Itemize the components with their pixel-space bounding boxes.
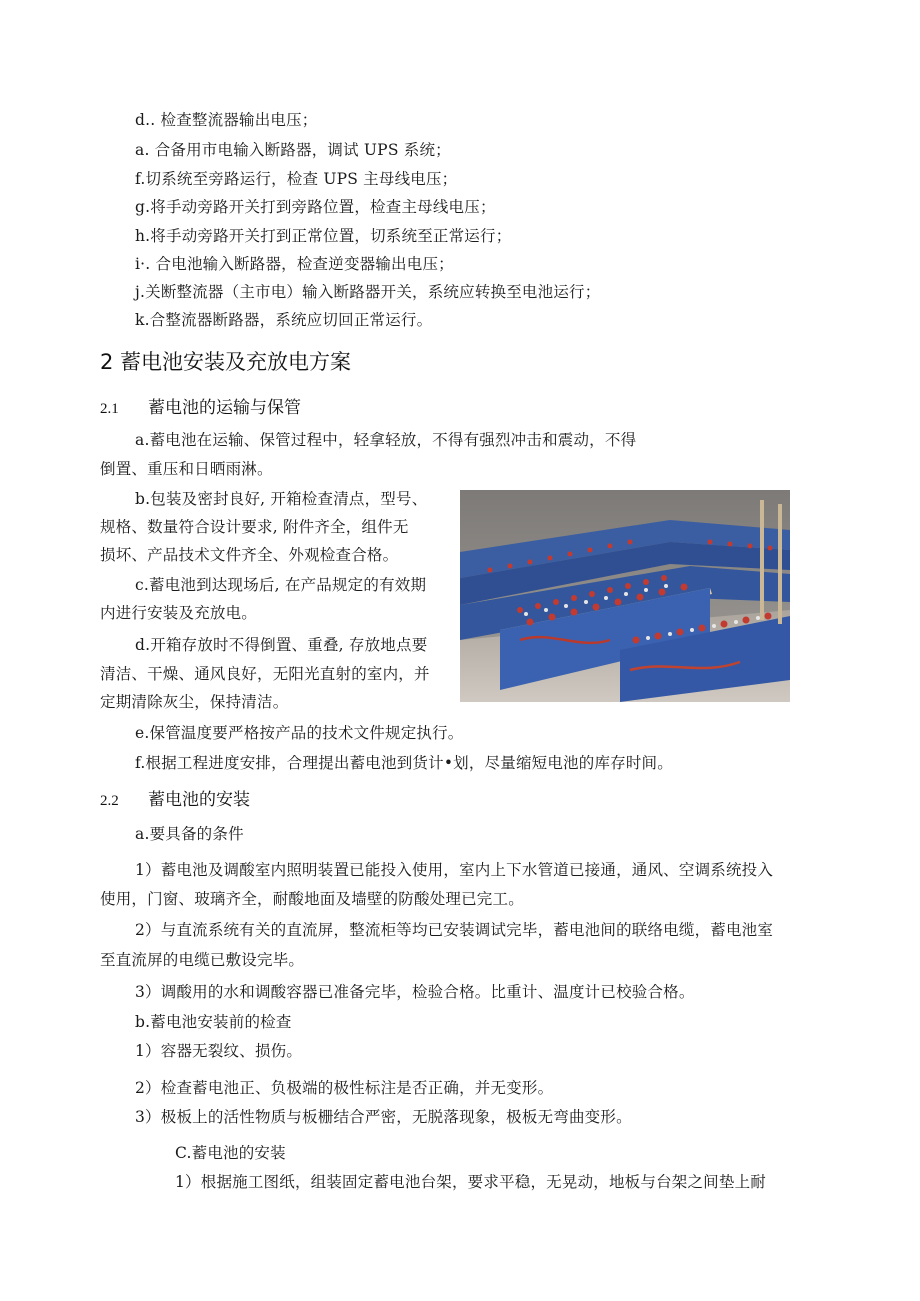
paragraph-b-line-3: 损坏、产品技术文件齐全、外观检查合格。 — [100, 546, 399, 564]
battery-racks-photo — [460, 490, 790, 702]
section-2-heading: 2 蓄电池安装及充放电方案 — [100, 350, 352, 374]
paragraph-c-line-1: c.蓄电池到达现场后, 在产品规定的有效期 — [135, 576, 427, 594]
list-item-a: a. 合备用市电输入断路器，调试 UPS 系统； — [135, 141, 451, 159]
list-item-f: f.切系统至旁路运行，检查 UPS 主母线电压； — [135, 170, 458, 188]
section-title: 蓄电池的安装 — [148, 790, 250, 810]
condition-3: 3）调酸用的水和调酸容器已准备完毕，检验合格。比重计、温度计已校验合格。 — [135, 983, 695, 1001]
condition-1-line-2: 使用，门窗、玻璃齐全，耐酸地面及墙壁的防酸处理已完工。 — [100, 890, 524, 908]
section-number: 2.1 — [100, 401, 119, 417]
condition-2-line-1: 2）与直流系统有关的直流屏，整流柜等均已安装调试完毕，蓄电池间的联络电缆，蓄电池室 — [135, 921, 774, 939]
subheading-a: a.要具备的条件 — [135, 825, 244, 843]
paragraph-f: f.根据工程进度安排，合理提出蓄电池到货计•划，尽量缩短电池的库存时间。 — [135, 754, 673, 772]
paragraph-b-line-1: b.包装及密封良好, 开箱检查清点，型号、 — [135, 490, 428, 508]
paragraph-c-line-2: 内进行安装及充放电。 — [100, 604, 258, 622]
condition-1-line-1: 1）蓄电池及调酸室内照明装置已能投入使用，室内上下水管道已接通，通风、空调系统投入 — [135, 861, 774, 879]
list-item-h: h.将手动旁路开关打到正常位置，切系统至正常运行； — [135, 227, 512, 245]
paragraph-d-line-3: 定期清除灰尘，保持清洁。 — [100, 693, 289, 711]
paragraph-d-line-1: d.开箱存放时不得倒置、重叠, 存放地点要 — [135, 636, 428, 654]
section-title: 蓄电池的运输与保管 — [148, 398, 301, 418]
check-3: 3）极板上的活性物质与板栅结合严密，无脱落现象，极板无弯曲变形。 — [135, 1108, 632, 1126]
section-2-1-heading — [100, 397, 301, 420]
subheading-c: C.蓄电池的安装 — [175, 1144, 286, 1162]
paragraph-a-line-2: 倒置、重压和日晒雨淋。 — [100, 460, 273, 478]
paragraph-b-line-2: 规格、数量符合设计要求, 附件齐全，组件无 — [100, 518, 409, 536]
condition-2-line-2: 至直流屏的电缆已敷设完毕。 — [100, 951, 305, 969]
check-2: 2）检查蓄电池正、负极端的极性标注是否正确，并无变形。 — [135, 1079, 554, 1097]
list-item-g: g.将手动旁路开关打到旁路位置，检查主母线电压； — [135, 198, 496, 216]
list-item-i: i·. 合电池输入断路器，检查逆变器输出电压； — [135, 255, 454, 273]
subheading-b: b.蓄电池安装前的检查 — [135, 1013, 292, 1031]
paragraph-a-line-1: a.蓄电池在运输、保管过程中，轻拿轻放，不得有强烈冲击和震动，不得 — [135, 431, 637, 449]
paragraph-d-line-2: 清洁、干燥、通风良好，无阳光直射的室内，并 — [100, 665, 430, 683]
list-item-k: k.合整流器断路器，系统应切回正常运行。 — [135, 311, 433, 329]
list-item-j: j.关断整流器（主市电）输入断路器开关，系统应转换至电池运行； — [135, 283, 601, 301]
check-1: 1）容器无裂纹、损伤。 — [135, 1042, 303, 1060]
section-number: 2.2 — [100, 793, 119, 809]
install-1: 1）根据施工图纸，组装固定蓄电池台架，要求平稳，无晃动，地板与台架之间垫上耐 — [175, 1173, 766, 1191]
paragraph-e: e.保管温度要严格按产品的技术文件规定执行。 — [135, 724, 464, 742]
section-2-2-heading — [100, 789, 250, 812]
list-item-d: d.. 检查整流器输出电压； — [135, 111, 318, 129]
